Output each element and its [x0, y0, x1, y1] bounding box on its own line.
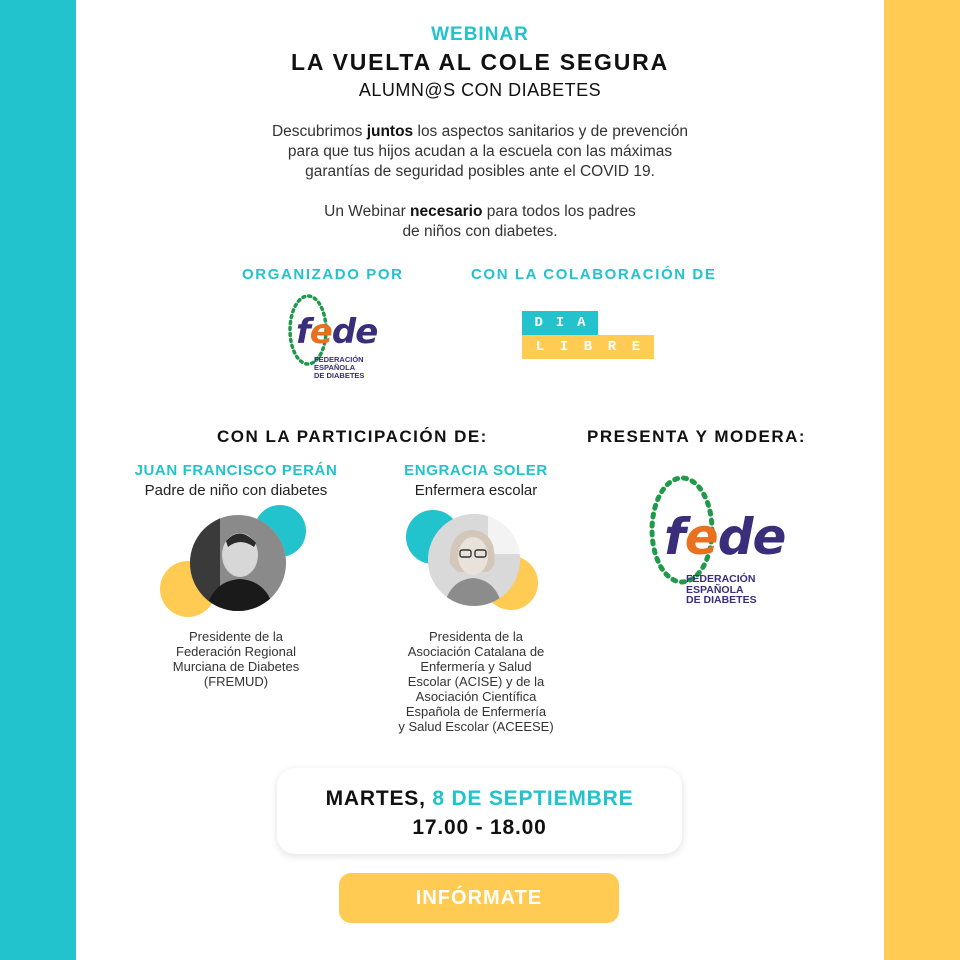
intro-text: para todos los padres: [482, 203, 636, 220]
participation-heading: CON LA PARTICIPACIÓN DE:: [217, 427, 488, 446]
collaboration-label: CON LA COLABORACIÓN DE: [471, 266, 717, 283]
desc-line: Enfermería y Salud: [420, 659, 532, 674]
fede-sub-line: FEDERACIÓN: [314, 355, 364, 364]
desc-line: Presidente de la: [189, 629, 283, 644]
fede-sub-line: DE DIABETES: [686, 594, 757, 606]
person-1-role: Padre de niño con diabetes: [144, 482, 328, 499]
fede-logo-text: fede: [296, 312, 378, 352]
dia-libre-logo: [522, 311, 654, 359]
libre-letter: L: [535, 339, 545, 355]
moderator-heading: PRESENTA Y MODERA:: [587, 427, 807, 446]
person-2-photo-group: [404, 506, 544, 616]
intro-text: los aspectos sanitarios y de prevención: [413, 123, 689, 140]
organized-by-label: ORGANIZADO POR: [242, 266, 404, 283]
intro-text: Descubrimos: [271, 123, 367, 140]
intro-text: garantías de seguridad posibles ante el COVID 19.: [305, 163, 655, 180]
person-silhouette-icon: [428, 514, 520, 606]
person-2-role: Enfermera escolar: [414, 482, 538, 499]
page-title: LA VUELTA AL COLE SEGURA: [291, 49, 669, 75]
informate-button[interactable]: INFÓRMATE: [339, 873, 619, 923]
person-2-description: [366, 629, 586, 734]
desc-line: Asociación Catalana de: [407, 644, 545, 659]
event-date-value: 8 DE SEPTIEMBRE: [432, 787, 634, 810]
intro-paragraph-2: [76, 202, 884, 242]
fede-sub-line: DE DIABETES: [314, 371, 365, 380]
intro-paragraph-1: [76, 122, 884, 182]
person-2-avatar: [428, 514, 520, 606]
event-date-card: [277, 768, 682, 854]
left-teal-band: [0, 0, 76, 960]
fede-sub-line: ESPAÑOLA: [314, 363, 356, 372]
event-day: MARTES,: [325, 787, 433, 810]
desc-line: Federación Regional: [176, 644, 296, 659]
person-1-avatar: [190, 515, 286, 611]
intro-text: para que tus hijos acudan a la escuela con las máximas: [287, 143, 673, 160]
desc-line: y Salud Escolar (ACEESE): [398, 719, 554, 734]
person-silhouette-icon: [190, 515, 286, 611]
fede-logo: [282, 290, 392, 382]
dia-letter: I: [555, 315, 565, 331]
libre-letter: E: [631, 339, 641, 355]
dia-letter: D: [534, 315, 543, 331]
desc-line: Escolar (ACISE) y de la: [407, 674, 545, 689]
fede-logo-subtitle: [686, 574, 757, 606]
fede-sub-line: ESPAÑOLA: [686, 583, 744, 596]
intro-text: de niños con diabetes.: [402, 223, 558, 240]
libre-letter: B: [583, 339, 593, 355]
desc-line: (FREMUD): [203, 674, 269, 689]
intro-bold: necesario: [410, 203, 483, 220]
person-2-name: ENGRACIA SOLER: [404, 462, 548, 479]
person-1-photo-group: [158, 503, 318, 623]
dia-row: [522, 311, 598, 335]
event-time: 17.00 - 18.00: [412, 816, 547, 839]
desc-line: Murciana de Diabetes: [172, 659, 300, 674]
page-subtitle: ALUMN@S CON DIABETES: [358, 80, 602, 100]
libre-letter: I: [559, 339, 569, 355]
fede-logo-text: fede: [664, 508, 786, 566]
event-date: [277, 787, 682, 811]
person-1-description: [126, 629, 346, 689]
fede-logo-large: [640, 470, 790, 610]
libre-row: [522, 335, 654, 359]
person-1-name: JUAN FRANCISCO PERÁN: [134, 462, 338, 479]
webinar-kicker: WEBINAR: [431, 24, 529, 45]
desc-line: Presidenta de la: [429, 629, 523, 644]
desc-line: Española de Enfermería: [405, 704, 547, 719]
intro-text: Un Webinar: [324, 203, 411, 220]
right-yellow-band: [884, 0, 960, 960]
libre-letter: R: [607, 339, 617, 355]
intro-bold: juntos: [366, 123, 414, 140]
desc-line: Asociación Científica: [415, 689, 537, 704]
fede-sub-line: FEDERACIÓN: [686, 573, 756, 585]
dia-letter: A: [577, 315, 586, 331]
fede-logo-subtitle: [314, 356, 364, 380]
